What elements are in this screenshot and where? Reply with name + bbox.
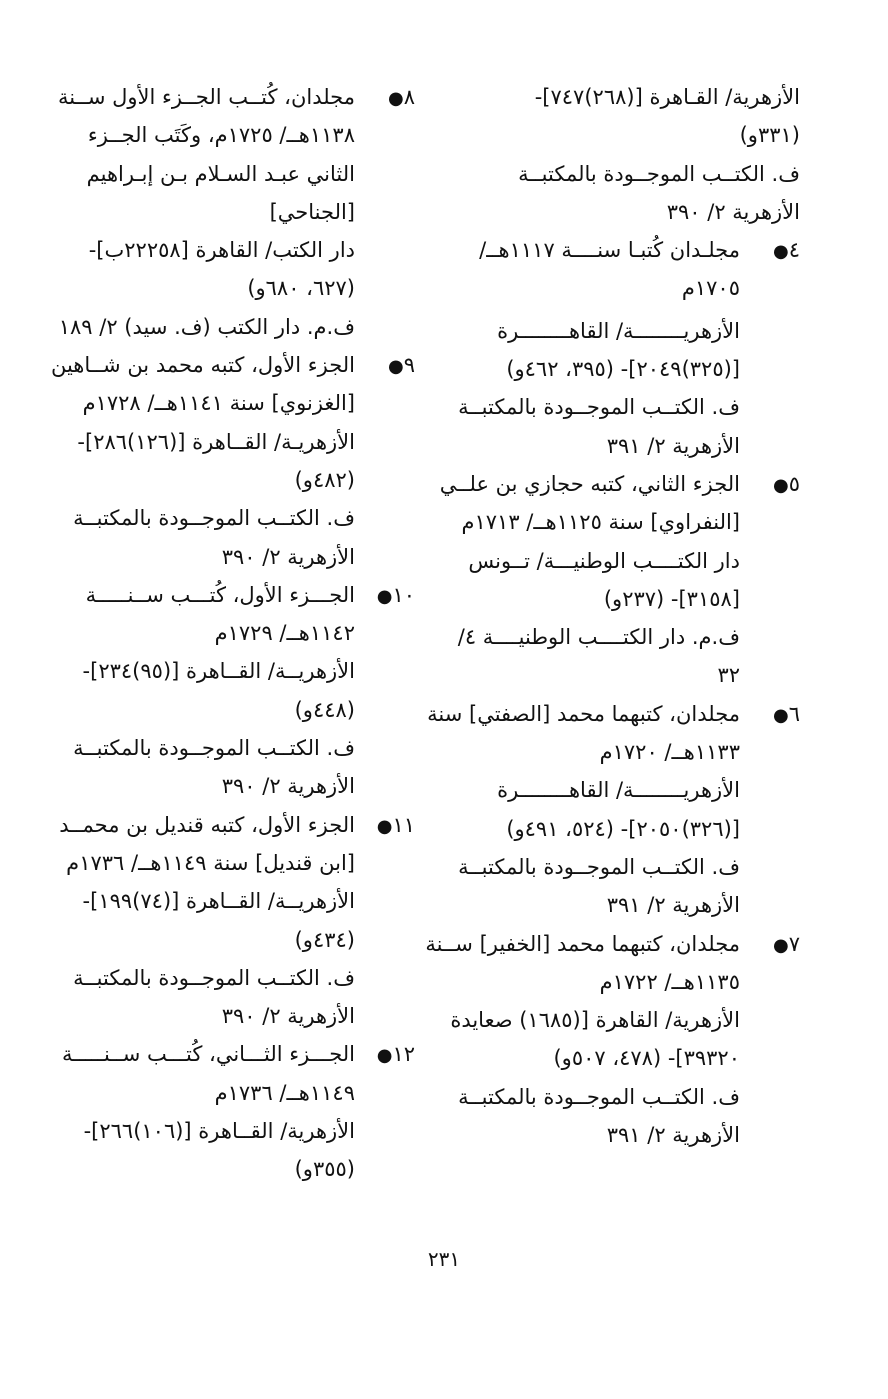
library-line: (٤٣٤و) [294, 927, 355, 952]
bullet-icon: ● [773, 241, 789, 263]
library-line: الأزهرية/ القـاهرة [(٢٦٨)٧٤٧]- [534, 85, 800, 109]
entry-line: الجزء الأول، كتبه قنديل بن محمــد [59, 812, 355, 837]
bullet-icon: ● [388, 88, 404, 109]
page-number: ٢٣١ [427, 1247, 461, 1271]
entry-line: [الجناحي] [269, 199, 355, 224]
reference-line: ف.م. دار الكتب (ف. سيد) ٢/ ١٨٩ [58, 314, 355, 339]
entry-line: مجلدان، كتبهما محمد [الصفتي] سنة [427, 701, 740, 726]
reference-line: ف.م. دار الكتــــب الوطنيــــة ٤/ [457, 625, 740, 650]
entry-line: ١١٤٢هــ/ ١٧٢٩م [214, 621, 355, 646]
entry-line: مجلـدان كُتبـا سنــــة ١١١٧هــ/ [479, 238, 740, 263]
bullet-icon: ● [388, 356, 404, 378]
library-line: (٤٨٢و) [294, 467, 355, 492]
reference-line: الأزهرية ٢/ ٣٩٠ [666, 199, 800, 224]
reference-line: الأزهرية ٢/ ٣٩٠ [221, 1004, 355, 1029]
entry-line: الجـــزء الثـــاني، كُتـــب ســنـــــة [62, 1042, 355, 1067]
bullet-icon: ● [376, 1045, 393, 1067]
entry-line: الجزء الأول، كتبه محمد بن شــاهين [50, 353, 355, 378]
library-line: [(٣٢٦)٢٠٥٠]- (٥٢٤، ٤٩١و) [506, 816, 740, 841]
reference-line: الأزهرية ٢/ ٣٩٠ [221, 774, 355, 799]
entry-number: ٥● [769, 465, 800, 505]
library-line: الأزهريــــــــة/ القاهــــــــرة [497, 778, 740, 803]
entry-line: ١١٣٥هــ/ ١٧٢٢م [599, 969, 740, 994]
entry-line: ١١٤٩هــ/ ١٧٣٦م [214, 1080, 355, 1105]
library-line: (٣٥٥و) [294, 1157, 355, 1182]
reference-line: ف. الكتــب الموجــودة بالمكتبــة [518, 161, 800, 186]
reference-line: الأزهرية ٢/ ٣٩٠ [221, 544, 355, 569]
entry-7 [425, 925, 800, 1155]
left-column [50, 78, 415, 1189]
library-line: الأزهريــة/ القــاهرة [(٧٤)١٩٩]- [82, 889, 355, 914]
entry-11 [59, 806, 415, 1036]
right-column [425, 78, 800, 1154]
entry-number: ٦● [769, 695, 800, 735]
library-line: (٣٣١و) [739, 123, 800, 148]
entry-10 [70, 576, 415, 806]
entry-number: ٤● [769, 231, 800, 271]
entry-5 [439, 465, 800, 695]
library-line: (٤٤٨و) [294, 697, 355, 722]
library-line: الأزهريـة/ القــاهرة [(١٢٦)٢٨٦]- [77, 429, 355, 454]
bullet-icon: ● [376, 585, 393, 607]
bullet-icon: ● [773, 934, 789, 956]
entry-line: [النفراوي] سنة ١١٢٥هــ/ ١٧١٣م [461, 510, 740, 535]
entry-number: ١٠● [373, 576, 415, 616]
library-line: (٦٢٧، ٦٨٠و) [247, 276, 355, 301]
entry-line: [الغزنوي] سنة ١١٤١هــ/ ١٧٢٨م [82, 391, 355, 416]
reference-line: الأزهرية ٢/ ٣٩١ [606, 893, 740, 918]
bullet-icon: ● [376, 815, 393, 837]
entry-number: ٧● [769, 925, 800, 965]
reference-line: ف. الكتــب الموجــودة بالمكتبــة [458, 395, 740, 420]
bullet-icon: ● [773, 704, 789, 726]
reference-line: ف. الكتــب الموجــودة بالمكتبــة [458, 854, 740, 879]
entry-line: الثاني عبـد السـلام بـن إبـراهيم [86, 161, 355, 186]
library-line: ٣٩٣٢٠]- (٤٧٨، ٥٠٧و) [553, 1046, 740, 1071]
entry-line: ١١٣٨هــ/ ١٧٢٥م، وكَتَب الجــزء [87, 123, 355, 148]
entry-line: ١١٣٣هــ/ ١٧٢٠م [599, 740, 740, 765]
entry-number: ٨● [384, 78, 415, 118]
library-line: دار الكتــــب الوطنيـــة/ تــونس [468, 548, 740, 573]
reference-line: ف. الكتــب الموجــودة بالمكتبــة [73, 506, 355, 531]
entry-6 [427, 695, 800, 925]
reference-line: ف. الكتــب الموجــودة بالمكتبــة [458, 1084, 740, 1109]
library-line: [(٣٢٥)٢٠٤٩]- (٣٩٥، ٤٦٢و) [506, 357, 740, 382]
entry-number: ١٢● [373, 1035, 415, 1075]
entry-8 [57, 78, 415, 346]
entry-number: ٩● [384, 346, 415, 386]
reference-line: ف. الكتــب الموجــودة بالمكتبــة [73, 965, 355, 990]
entry-line: الجزء الثاني، كتبه حجازي بن علــي [439, 471, 740, 496]
library-line: الأزهريــــــــة/ القاهــــــــرة [497, 318, 740, 343]
entry-9 [50, 346, 415, 576]
library-line: الأزهرية/ القــاهرة [(١٠٦)٢٦٦]- [83, 1119, 355, 1144]
entry-4 [458, 231, 800, 465]
library-line: الأزهرية/ القاهرة [(١٦٨٥) صعايدة [450, 1008, 740, 1033]
entry-line: ١٧٠٥م [681, 276, 740, 301]
reference-line: ف. الكتــب الموجــودة بالمكتبــة [73, 736, 355, 761]
entry-12 [62, 1035, 415, 1188]
library-line: [٣١٥٨]- (٢٣٧و) [603, 586, 740, 611]
reference-line: الأزهرية ٢/ ٣٩١ [606, 1123, 740, 1148]
entry-line: مجلدان، كُتــب الجــزء الأول ســنة [57, 85, 355, 109]
entry-line: مجلدان، كتبهما محمد [الخفير] ســنة [425, 931, 740, 956]
library-line: دار الكتب/ القاهرة [٢٢٢٥٨ب]- [88, 238, 355, 263]
bullet-icon: ● [773, 474, 789, 496]
entry-line: الجـــزء الأول، كُتـــب ســنـــــة [85, 582, 355, 607]
entry-line: [ابن قنديل] سنة ١١٤٩هــ/ ١٧٣٦م [66, 850, 355, 875]
entry-number: ١١● [373, 806, 415, 846]
library-line: الأزهريــة/ القــاهرة [(٩٥)٢٣٤]- [82, 659, 355, 684]
reference-line: ٣٢ [717, 663, 740, 688]
reference-line: الأزهرية ٢/ ٣٩١ [606, 433, 740, 458]
entry-continued [458, 78, 800, 231]
